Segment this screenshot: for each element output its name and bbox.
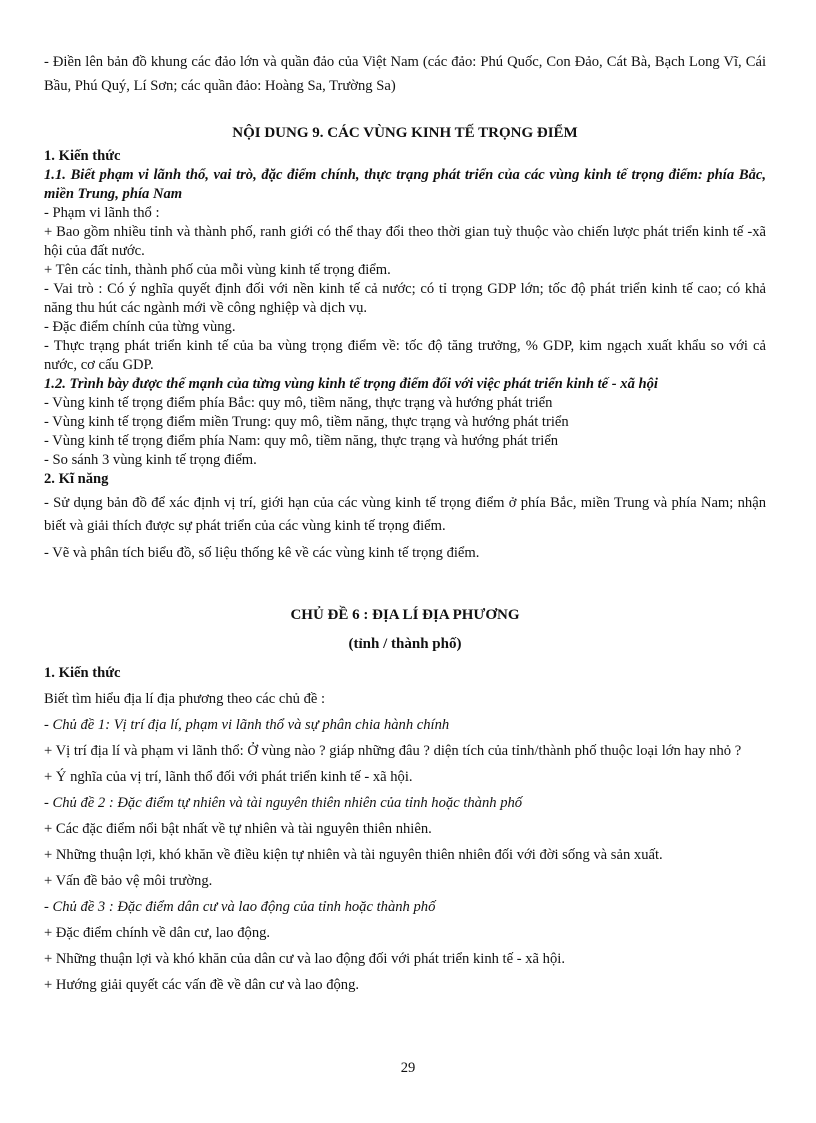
- topic-6-line: + Đặc điểm chính về dân cư, lao động.: [44, 925, 271, 941]
- section-9-line: - Vùng kinh tế trọng điểm phía Nam: quy mô, tiềm năng, thực trạng và hướng phát triển: [44, 433, 559, 449]
- section-9-line: - Vùng kinh tế trọng điểm miền Trung: quy mô, tiềm năng, thực trạng và hướng phát triển: [44, 414, 569, 430]
- section-9-line: - Thực trạng phát triển kinh tế của ba vùng trọng điểm về: tốc độ tăng trưởng, % GDP, kim ngạch xuất khẩu so với cả nước, cơ cấu GDP.: [44, 338, 766, 373]
- section-9-skills-heading: 2. Kĩ năng: [44, 471, 109, 487]
- section-9-title: NỘI DUNG 9. CÁC VÙNG KINH TẾ TRỌNG ĐIỂM: [232, 125, 578, 141]
- topic-6-body: [44, 660, 766, 998]
- topic-6-line: + Hướng giải quyết các vấn đề về dân cư và lao động.: [44, 977, 360, 993]
- section-9-line: - Phạm vi lãnh thổ :: [44, 205, 160, 221]
- topic-6-subtopic-3: - Chủ đề 3 : Đặc điểm dân cư và lao động của tỉnh hoặc thành phố: [44, 899, 436, 915]
- section-9-knowledge-heading: 1. Kiến thức: [44, 148, 121, 164]
- topic-6-subtopic-2: - Chủ đề 2 : Đặc điểm tự nhiên và tài nguyên thiên nhiên của tỉnh hoặc thành phố: [44, 795, 523, 811]
- topic-6-line: Biết tìm hiểu địa lí địa phương theo các chủ đề :: [44, 691, 326, 707]
- intro-paragraph: - Điền lên bản đồ khung các đảo lớn và quần đảo của Việt Nam (các đảo: Phú Quốc, Con Đảo, Cát Bà, Bạch Long Vĩ, Cái Bầu, Phú Quý, Lí Sơn; các quần đảo: Hoàng Sa, Trường Sa): [44, 54, 766, 94]
- section-9-subheading-1-1: 1.1. Biết phạm vi lãnh thổ, vai trò, đặc điểm chính, thực trạng phát triển của các vùng kinh tế trọng điểm: phía Bắc, miền Trung, phía Nam: [44, 167, 766, 202]
- topic-6-knowledge-heading: 1. Kiến thức: [44, 665, 121, 681]
- topic-6-subtitle: (tỉnh / thành phố): [348, 636, 462, 652]
- section-9-line: - So sánh 3 vùng kinh tế trọng điểm.: [44, 452, 257, 468]
- topic-6-line: + Các đặc điểm nổi bật nhất về tự nhiên và tài nguyên thiên nhiên.: [44, 821, 432, 837]
- section-9-line: - Vai trò : Có ý nghĩa quyết định đối với nền kinh tế cả nước; có tỉ trọng GDP lớn; tốc độ phát triển kinh tế cao; có khả năng thu hút các ngành mới về công nghiệp và dịch vụ.: [44, 281, 766, 316]
- section-9-line: - Đặc điểm chính của từng vùng.: [44, 319, 236, 335]
- topic-6-subtopic-1: - Chủ đề 1: Vị trí địa lí, phạm vi lãnh thổ và sự phân chia hành chính: [44, 717, 450, 733]
- section-9-line: - Vẽ và phân tích biểu đồ, số liệu thống kê về các vùng kinh tế trọng điểm.: [44, 545, 480, 561]
- section-9-line: - Sử dụng bản đồ để xác định vị trí, giới hạn của các vùng kinh tế trọng điểm ở phía Bắc, miền Trung và phía Nam; nhận biết và giải thích được sự phát triển của các vùng kinh tế trọng điểm.: [44, 495, 766, 534]
- topic-6-line: + Ý nghĩa của vị trí, lãnh thổ đối với phát triển kinh tế - xã hội.: [44, 769, 413, 785]
- document-page: [44, 50, 766, 998]
- topic-6-line: + Những thuận lợi và khó khăn của dân cư và lao động đối với phát triển kinh tế - xã hội.: [44, 951, 565, 967]
- section-9-subheading-1-2: 1.2. Trình bày được thế mạnh của từng vùng kinh tế trọng điểm đối với việc phát triển kinh tế - xã hội: [44, 376, 658, 392]
- section-9-line: + Bao gồm nhiều tỉnh và thành phố, ranh giới có thể thay đổi theo thời gian tuỳ thuộc vào chiến lược phát triển kinh tế -xã hội của đất nước.: [44, 224, 766, 259]
- topic-6-line: + Vị trí địa lí và phạm vi lãnh thổ: Ở vùng nào ? giáp những đâu ? diện tích của tỉnh/thành phố thuộc loại lớn hay nhỏ ?: [44, 743, 742, 759]
- section-9-line: - Vùng kinh tế trọng điểm phía Bắc: quy mô, tiềm năng, thực trạng và hướng phát triển: [44, 395, 553, 411]
- topic-6-line: + Những thuận lợi, khó khăn về điều kiện tự nhiên và tài nguyên thiên nhiên đối với đời sống và sản xuất.: [44, 847, 663, 863]
- section-9-line: + Tên các tỉnh, thành phố của mỗi vùng kinh tế trọng điểm.: [44, 262, 391, 278]
- topic-6-title: CHỦ ĐỀ 6 : ĐỊA LÍ ĐỊA PHƯƠNG: [290, 607, 520, 623]
- topic-6-line: + Vấn đề bảo vệ môi trường.: [44, 873, 213, 889]
- page-number: 29: [400, 1060, 416, 1076]
